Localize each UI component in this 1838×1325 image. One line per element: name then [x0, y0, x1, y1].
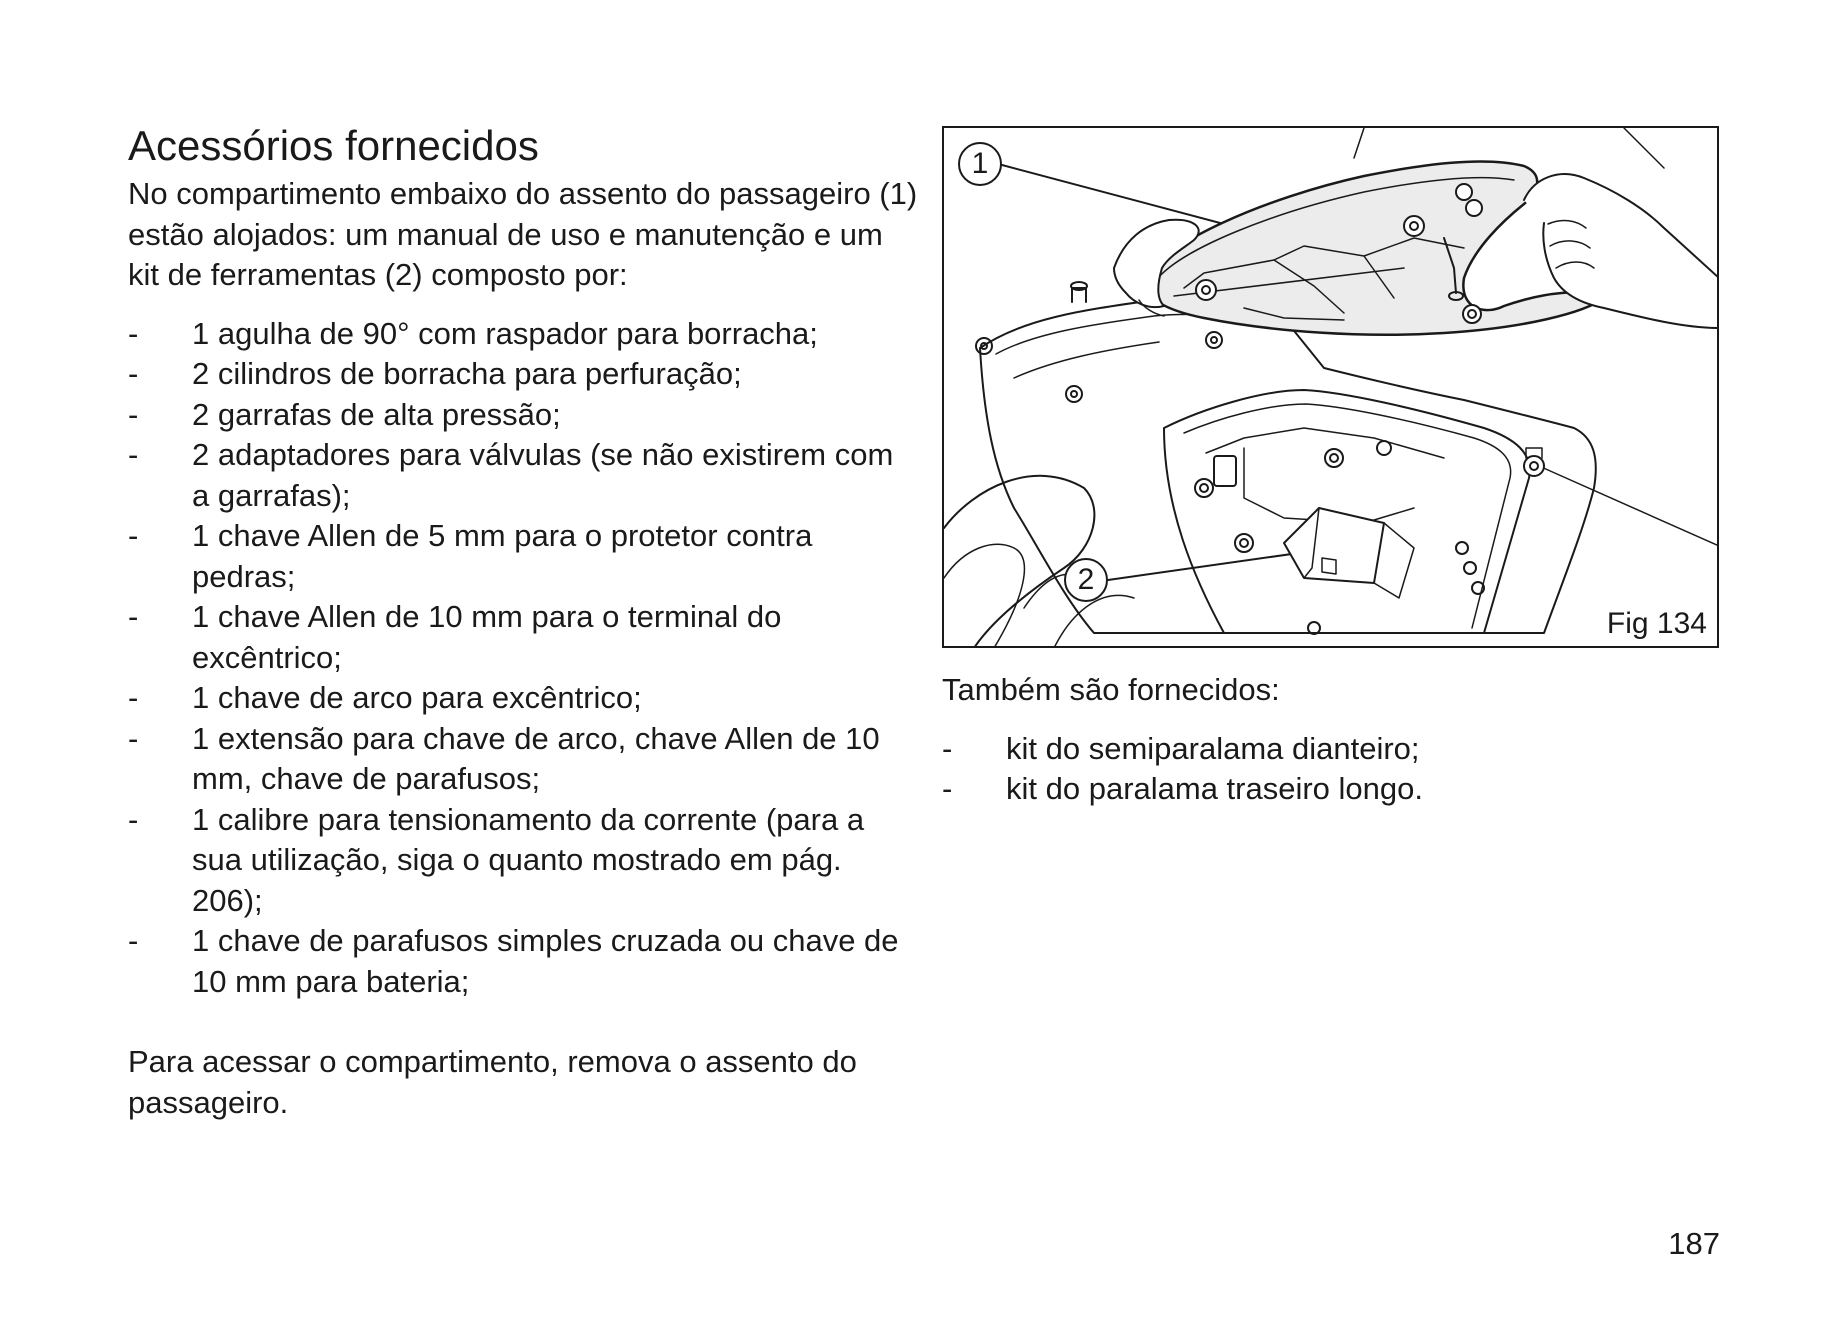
list-item: - 1 chave de parafusos simples cruzada ou chave de 10 mm para bateria;	[128, 923, 899, 999]
list-item: - 1 chave Allen de 5 mm para o protetor contra pedras;	[128, 518, 813, 594]
right-column	[942, 670, 1722, 810]
page-number: 187	[1668, 1226, 1720, 1261]
section-title: Acessórios fornecidos	[128, 122, 539, 169]
list-item: - 2 garrafas de alta pressão;	[128, 396, 561, 432]
list-item: - 2 adaptadores para válvulas (se não existirem com a garrafas);	[128, 437, 894, 513]
list-item: - kit do semiparalama dianteiro;	[942, 730, 1420, 766]
additional-list	[942, 729, 1722, 810]
list-item: - 1 agulha de 90° com raspador para borracha;	[128, 315, 818, 351]
list-item: - 1 chave de arco para excêntrico;	[128, 680, 642, 715]
figure-134	[942, 126, 1719, 648]
callout-2: 2	[1064, 558, 1108, 602]
list-item: - 1 chave Allen de 10 mm para o terminal do excêntrico;	[128, 599, 782, 675]
figure-label: Fig 134	[1606, 607, 1707, 640]
intro-paragraph: No compartimento embaixo do assento do passageiro (1) estão alojados: um manual de uso e manutenção e um kit de ferramentas (2) composto por:	[128, 176, 918, 292]
accessories-list	[128, 314, 918, 1003]
list-item: - 1 calibre para tensionamento da corrente (para a sua utilização, siga o quanto mostrado em pág. 206);	[128, 801, 865, 918]
list-item: - 2 cilindros de borracha para perfuração;	[128, 356, 742, 391]
callout-1: 1	[958, 142, 1002, 186]
list-item: - 1 extensão para chave de arco, chave Allen de 10 mm, chave de parafusos;	[128, 720, 880, 796]
additional-intro: Também são fornecidos:	[942, 672, 1280, 707]
seat-compartment-illustration	[944, 128, 1719, 648]
leader-line-right	[1539, 466, 1719, 546]
left-column	[128, 120, 918, 1123]
list-item: - kit do paralama traseiro longo.	[942, 771, 1424, 806]
access-instructions: Para acessar o compartimento, remova o assento do passageiro.	[128, 1044, 857, 1120]
storage-compartment	[1164, 390, 1530, 633]
